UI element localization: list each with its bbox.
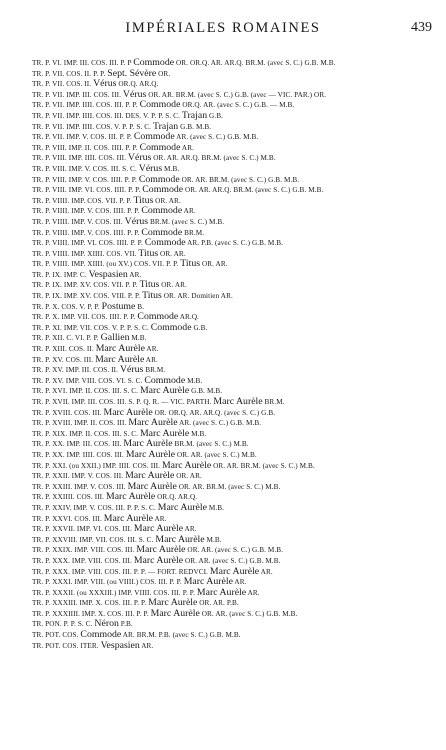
entry-list <box>0 58 446 651</box>
entry-emperor: Vespasien <box>88 269 128 280</box>
entry-line <box>0 302 446 313</box>
entry-metals: OR. AR. P.B. <box>197 599 239 608</box>
entry-legend: TR. P. VIIII. IMP. VI. COS. IIII. P. P. <box>32 239 145 248</box>
entry-line <box>0 535 446 546</box>
entry-legend: TR. P. XVII. IMP. III. COS. III. S. P. Q. R. — VIC. PARTH. <box>32 398 214 406</box>
entry-legend: TR. P. VIII. IMP. V. COS. III. S. C. <box>32 164 139 173</box>
entry-line <box>0 609 446 620</box>
entry-emperor: Marc Aurèle <box>95 344 145 355</box>
entry-legend: TR. POT. COS. <box>32 631 81 640</box>
entry-emperor: Vérus <box>138 163 163 174</box>
entry-line <box>0 175 446 186</box>
entry-line <box>0 567 446 578</box>
entry-line <box>0 323 446 334</box>
entry-legend: TR. P. XXX. IMP. VIII. COS. III. <box>32 556 134 565</box>
entry-emperor: Vérus <box>119 365 144 376</box>
entry-line <box>0 492 446 503</box>
entry-line <box>0 312 446 323</box>
entry-line <box>0 79 446 90</box>
entry-line <box>0 482 446 493</box>
entry-metals: OR. AR. (avec S. C.) G.B. M.B. <box>183 556 281 565</box>
entry-emperor: Commode <box>139 100 181 111</box>
entry-legend: TR. P. VIII. IMP. VI. COS. IIII. P. P. <box>32 186 143 195</box>
entry-metals: AR. <box>183 525 197 534</box>
entry-line <box>0 598 446 609</box>
entry-line <box>0 619 446 630</box>
entry-legend: TR. P. XXXII. (ou XXXIII.) IMP. VIIII. COS. III. P. P. <box>32 588 197 597</box>
entry-metals: OR. AR. (avec S. C.) G.B. M.B. <box>199 609 298 618</box>
entry-legend: TR. P. XXIIII. COS. III. <box>32 493 106 502</box>
entry-line <box>0 471 446 482</box>
entry-emperor: Commode <box>142 185 184 196</box>
entry-legend: TR. PON. P. P. S. C. <box>32 620 95 629</box>
entry-emperor: Commode <box>141 227 183 238</box>
entry-line <box>0 630 446 641</box>
entry-metals: AR. <box>246 588 260 597</box>
entry-emperor: Vérus <box>93 79 117 90</box>
entry-emperor: Marc Aurèle <box>127 481 177 492</box>
entry-metals: BR.M. (avec S. C.) M.B. <box>148 217 225 226</box>
entry-legend: TR. P. XV. IMP. VIII. COS. VI. S. C. <box>32 376 145 385</box>
entry-legend: TR. P. VIII. IMP. IIII. COS. III. <box>32 154 128 163</box>
entry-line <box>0 143 446 154</box>
entry-line <box>0 238 446 249</box>
entry-metals: OR. AR. BR.M. (avec S. C.) M.B. <box>211 461 315 470</box>
entry-line <box>0 461 446 472</box>
entry-emperor: Titus <box>142 291 162 302</box>
entry-emperor: Titus <box>138 248 159 259</box>
entry-emperor: Marc Aurèle <box>213 397 263 407</box>
entry-line <box>0 333 446 344</box>
entry-metals: B. <box>135 302 145 311</box>
entry-legend: TR. P. VI. IMP. III. COS. III. P. P <box>32 59 134 67</box>
entry-line <box>0 386 446 397</box>
entry-metals: AR. (avec S. C.) G.B. M.B. <box>174 133 259 142</box>
entry-metals: OR. AR. <box>153 196 181 205</box>
entry-line <box>0 355 446 366</box>
entry-metals: M.B. <box>129 334 147 343</box>
entry-line <box>0 588 446 599</box>
entry-legend: TR. P. VIIII. IMP. XIIII. COS. VII. <box>32 249 139 258</box>
entry-metals: OR. AR. <box>159 281 187 290</box>
entry-line <box>0 514 446 525</box>
entry-metals: OR.Q. AR.Q. <box>116 80 159 89</box>
entry-legend: TR. P. XX. IMP. IIII. COS. III. <box>32 450 126 459</box>
entry-emperor: Marc Aurèle <box>139 428 190 439</box>
entry-legend: TR. P. XX. IMP. III. COS. III. <box>32 440 124 449</box>
entry-emperor: Marc Aurèle <box>161 460 212 471</box>
entry-metals: OR. AR. (avec S. C.) G.B. M.B. <box>185 546 284 555</box>
entry-metals: AR. (avec S. C.) G.B. M.B. <box>177 419 262 428</box>
entry-metals: OR. AR. <box>158 249 186 258</box>
entry-emperor: Gallien <box>100 333 130 344</box>
entry-emperor: Commode <box>133 132 175 143</box>
entry-line <box>0 153 446 164</box>
entry-emperor: Marc Aurèle <box>139 386 190 397</box>
entry-line <box>0 122 446 133</box>
entry-legend: TR. P. VIIII. IMP. V. COS. IIII. P. P. <box>32 207 142 216</box>
entry-emperor: Vérus <box>124 216 149 227</box>
entry-emperor: Marc Aurèle <box>148 598 198 609</box>
entry-metals: AR. <box>259 567 273 576</box>
entry-metals: AR. <box>180 143 195 152</box>
entry-legend: TR. P. XXX. IMP. VIII. COS. III. P. P. — FORT. REDVCI. <box>32 567 210 576</box>
entry-legend: TR. P. VIIII. IMP. COS. VII. P. P. <box>32 196 134 205</box>
entry-metals: G.B. <box>207 111 223 120</box>
entry-legend: TR. P. XIX. IMP. II. COS. III. S. C. <box>32 429 140 438</box>
entry-line <box>0 344 446 355</box>
entry-metals: OR. <box>156 69 171 78</box>
entry-legend: TR. P. XXXIII. IMP. X. COS. III. P. P. <box>32 599 149 608</box>
entry-metals: AR. <box>232 578 247 587</box>
entry-emperor: Marc Aurèle <box>133 555 184 566</box>
entry-line <box>0 524 446 535</box>
entry-line <box>0 408 446 419</box>
entry-emperor: Marc Aurèle <box>155 534 205 545</box>
entry-line <box>0 206 446 217</box>
entry-emperor: Marc Aurèle <box>183 577 233 588</box>
entry-line <box>0 100 446 111</box>
entry-emperor: Postume <box>101 301 136 312</box>
entry-legend: TR. P. XVI. IMP. II. COS. III. S. C. <box>32 387 140 396</box>
entry-line <box>0 259 446 270</box>
entry-line <box>0 111 446 122</box>
entry-emperor: Titus <box>139 280 160 291</box>
entry-legend: TR. P. XXIX. IMP. VIII. COS. III. <box>32 546 137 555</box>
entry-emperor: Vespasien <box>100 640 140 651</box>
entry-legend: TR. P. XI. IMP. VII. COS. V. P. P. S. C. <box>32 323 151 332</box>
page-header <box>0 6 446 40</box>
entry-metals: M.B. <box>189 429 207 438</box>
entry-emperor: Trajan <box>181 110 208 121</box>
entry-metals: OR. AR. <box>174 472 202 481</box>
entry-legend: TR. P. VII. COS. II. P. P. <box>32 69 108 78</box>
entry-emperor: Marc Aurèle <box>133 524 184 535</box>
entry-metals: OR.Q. AR.Q. <box>155 493 198 502</box>
entry-emperor: Titus <box>180 259 201 270</box>
entry-metals: BR.M. <box>262 398 285 406</box>
entry-legend: TR. P. XXI. (ou XXII.) IMP. IIII. COS. III. <box>32 461 162 470</box>
entry-emperor: Commode <box>80 630 122 641</box>
entry-legend: TR. P. XXVI. COS. III. <box>32 514 104 523</box>
entry-metals: G.B. M.B. <box>189 387 223 396</box>
entry-metals: OR. AR. BR.M. (avec S. C.) G.B. M.B. <box>179 175 300 184</box>
entry-legend: TR. P. X. IMP. VII. COS. IIII. P. P. <box>32 313 138 322</box>
entry-emperor: Marc Aurèle <box>157 502 207 513</box>
entry-legend: TR. P. IX. IMP. C. <box>32 270 89 279</box>
entry-legend: TR. P. VIII. IMP. II. COS. IIII. P. P. <box>32 143 140 152</box>
entry-emperor: Commode <box>138 174 180 185</box>
entry-line <box>0 280 446 291</box>
entry-legend: TR. P. VIIII. IMP. V. COS. III. <box>32 217 125 226</box>
entry-emperor: Marc Aurèle <box>136 545 186 556</box>
entry-emperor: Marc Aurèle <box>103 407 153 418</box>
entry-emperor: Commode <box>141 206 183 217</box>
entry-line <box>0 196 446 207</box>
entry-metals: OR. AR. AR.Q. BR.M. (avec S. C.) M.B. <box>151 154 276 163</box>
page-number: 439 <box>411 20 432 35</box>
entry-line <box>0 577 446 588</box>
entry-legend: TR. P. XXXI. IMP. VIII. (ou VIIII.) COS. III. P. P. <box>32 578 184 587</box>
entry-legend: TR. P. IX. IMP. XV. COS. VII. P. P. <box>32 281 140 290</box>
entry-metals: G.B. <box>191 323 208 332</box>
entry-line <box>0 365 446 376</box>
entry-metals: AR. <box>144 345 159 354</box>
entry-emperor: Commode <box>137 312 179 323</box>
entry-legend: TR. POT. COS. ITER. <box>32 641 101 650</box>
entry-line <box>0 228 446 239</box>
entry-legend: TR. P. VII. IMP. IIII. COS. III. P. P. <box>32 101 140 110</box>
entry-metals: G.B. M.B. <box>178 122 212 131</box>
entry-emperor: Marc Aurèle <box>95 354 145 365</box>
entry-legend: TR. P. XXXIIII. IMP. X. COS. III. P. P. <box>32 609 151 618</box>
entry-legend: TR. P. XV. COS. III. <box>32 355 96 364</box>
entry-metals: OR. AR. Domitien AR. <box>161 292 233 301</box>
entry-metals: AR. <box>153 514 167 523</box>
entry-emperor: Marc Aurèle <box>103 513 154 524</box>
entry-metals: OR. AR. BR.M. (avec S. C.) G.B. (avec — VIC. PAR.) OR. <box>146 90 327 99</box>
entry-legend: TR. P. XV. IMP. III. COS. II. <box>32 366 120 375</box>
entry-line <box>0 291 446 302</box>
entry-metals: BR.M. <box>143 366 166 375</box>
entry-metals: M.B. <box>206 503 225 512</box>
entry-emperor: Sept. Sévère <box>107 68 157 79</box>
entry-metals: OR. AR. AR.Q. BR.M. (avec S. C.) G.B. M.B. <box>183 186 324 195</box>
entry-legend: TR. P. XIII. COS. II. <box>32 345 96 354</box>
entry-emperor: Vérus <box>127 153 152 164</box>
entry-emperor: Marc Aurèle <box>105 492 156 503</box>
entry-emperor: Vérus <box>122 89 147 100</box>
entry-emperor: Commode <box>144 238 186 249</box>
entry-metals: M.B. <box>185 376 203 385</box>
entry-emperor: Commode <box>150 322 192 333</box>
entry-legend: TR. P. VII. IMP. III. COS. III. <box>32 90 123 99</box>
entry-metals: OR. OR.Q. AR. AR.Q. (avec S. C.) G.B. <box>152 408 276 417</box>
entry-metals: AR. <box>127 270 142 279</box>
entry-line <box>0 249 446 260</box>
entry-emperor: Commode <box>139 142 181 153</box>
entry-emperor: Marc Aurèle <box>150 608 200 619</box>
entry-line <box>0 69 446 80</box>
entry-emperor: Commode <box>144 375 186 386</box>
entry-metals: M.B. <box>162 164 180 173</box>
entry-legend: TR. P. VII. IMP. IIII. COS. V. P. P. S. C. <box>32 122 153 131</box>
entry-legend: TR. P. VIIII. IMP. XIIII. (ou XV.) COS. VII. P. P. <box>32 260 181 269</box>
entry-metals: AR. P.B. (avec S. C.) G.B. M.B. <box>185 239 284 248</box>
entry-emperor: Trajan <box>152 121 179 132</box>
entry-metals: BR.M. <box>182 228 205 237</box>
entry-legend: TR. P. VIIII. IMP. V. COS. IIII. P. P. <box>32 228 142 237</box>
entry-legend: TR. P. XVIII. COS. III. <box>32 408 104 417</box>
entry-legend: TR. P. X. COS. V. P. P. <box>32 302 102 311</box>
entry-emperor: Marc Aurèle <box>125 471 175 482</box>
entry-metals: OR. AR. (avec S. C.) M.B. <box>175 450 257 459</box>
entry-emperor: Marc Aurèle <box>128 418 178 429</box>
entry-emperor: Marc Aurèle <box>123 439 173 450</box>
entry-legend: TR. P. XII. C. VI. P. P. <box>32 334 101 343</box>
entry-line <box>0 545 446 556</box>
entry-metals: OR. AR. BR.M. (avec S. C.) M.B. <box>176 482 281 491</box>
entry-line <box>0 376 446 387</box>
entry-legend: TR. P. XXIII. IMP. V. COS. III. <box>32 482 128 491</box>
entry-legend: TR. P. XXVII. IMP. VI. COS. III. <box>32 525 134 534</box>
entry-metals: OR. OR.Q. AR. AR.Q. BR.M. (avec S. C.) G.B. M.B. <box>174 59 336 67</box>
entry-line <box>0 90 446 101</box>
entry-line <box>0 185 446 196</box>
entry-line <box>0 503 446 514</box>
entry-legend: TR. P. VIII. IMP. V. COS. IIII. P. P. <box>32 175 139 184</box>
entry-emperor: Commode <box>133 58 175 68</box>
entry-line <box>0 439 446 450</box>
entry-line <box>0 641 446 652</box>
entry-line <box>0 58 446 69</box>
entry-emperor: Marc Aurèle <box>209 566 260 577</box>
entry-metals: AR. BR.M. P.B. (avec S. C.) G.B. M.B. <box>121 631 241 640</box>
entry-legend: TR. P. VII. IMP. V. COS. III. P. P. <box>32 133 134 142</box>
entry-legend: TR. P. XXVIII. IMP. VII. COS. III. S. C. <box>32 535 156 544</box>
entry-emperor: Néron <box>94 619 119 630</box>
entry-legend: TR. P. XXII. IMP. V. COS. III. <box>32 472 126 481</box>
entry-metals: OR. AR. <box>200 260 228 269</box>
entry-legend: TR. P. XVIII. IMP. II. COS. III. <box>32 419 129 428</box>
entry-emperor: Marc Aurèle <box>125 449 176 460</box>
entry-line <box>0 429 446 440</box>
entry-legend: TR. P. IX. IMP. XV. COS. VIII. P. P. <box>32 292 143 301</box>
entry-legend: TR. P. VII. COS. II. <box>32 80 94 89</box>
entry-metals: OR.Q. AR. (avec S. C.) G.B. — M.B. <box>180 101 295 110</box>
entry-metals: BR.M. (avec S. C.) M.B. <box>172 440 249 449</box>
entry-legend: TR. P. VII. IMP. IIII. COS. III. DES. V. P. P. S. C. <box>32 111 182 120</box>
entry-metals: AR. <box>144 355 158 364</box>
entry-line <box>0 164 446 175</box>
entry-metals: AR.Q. <box>178 313 200 322</box>
entry-line <box>0 270 446 281</box>
page-title: IMPÉRIALES ROMAINES <box>125 20 321 36</box>
entry-line <box>0 132 446 143</box>
entry-metals: AR. <box>182 207 196 216</box>
entry-metals: M.B. <box>204 535 222 544</box>
entry-line <box>0 450 446 461</box>
entry-emperor: Titus <box>133 195 154 206</box>
entry-line <box>0 556 446 567</box>
entry-line <box>0 418 446 429</box>
entry-metals: AR. <box>139 641 154 650</box>
entry-emperor: Marc Aurèle <box>196 587 247 598</box>
entry-line <box>0 397 446 408</box>
entry-line <box>0 217 446 228</box>
entry-legend: TR. P. XXIV. IMP. V. COS. III. P. P. S. C. <box>32 503 158 512</box>
entry-metals: P.B. <box>118 620 133 629</box>
